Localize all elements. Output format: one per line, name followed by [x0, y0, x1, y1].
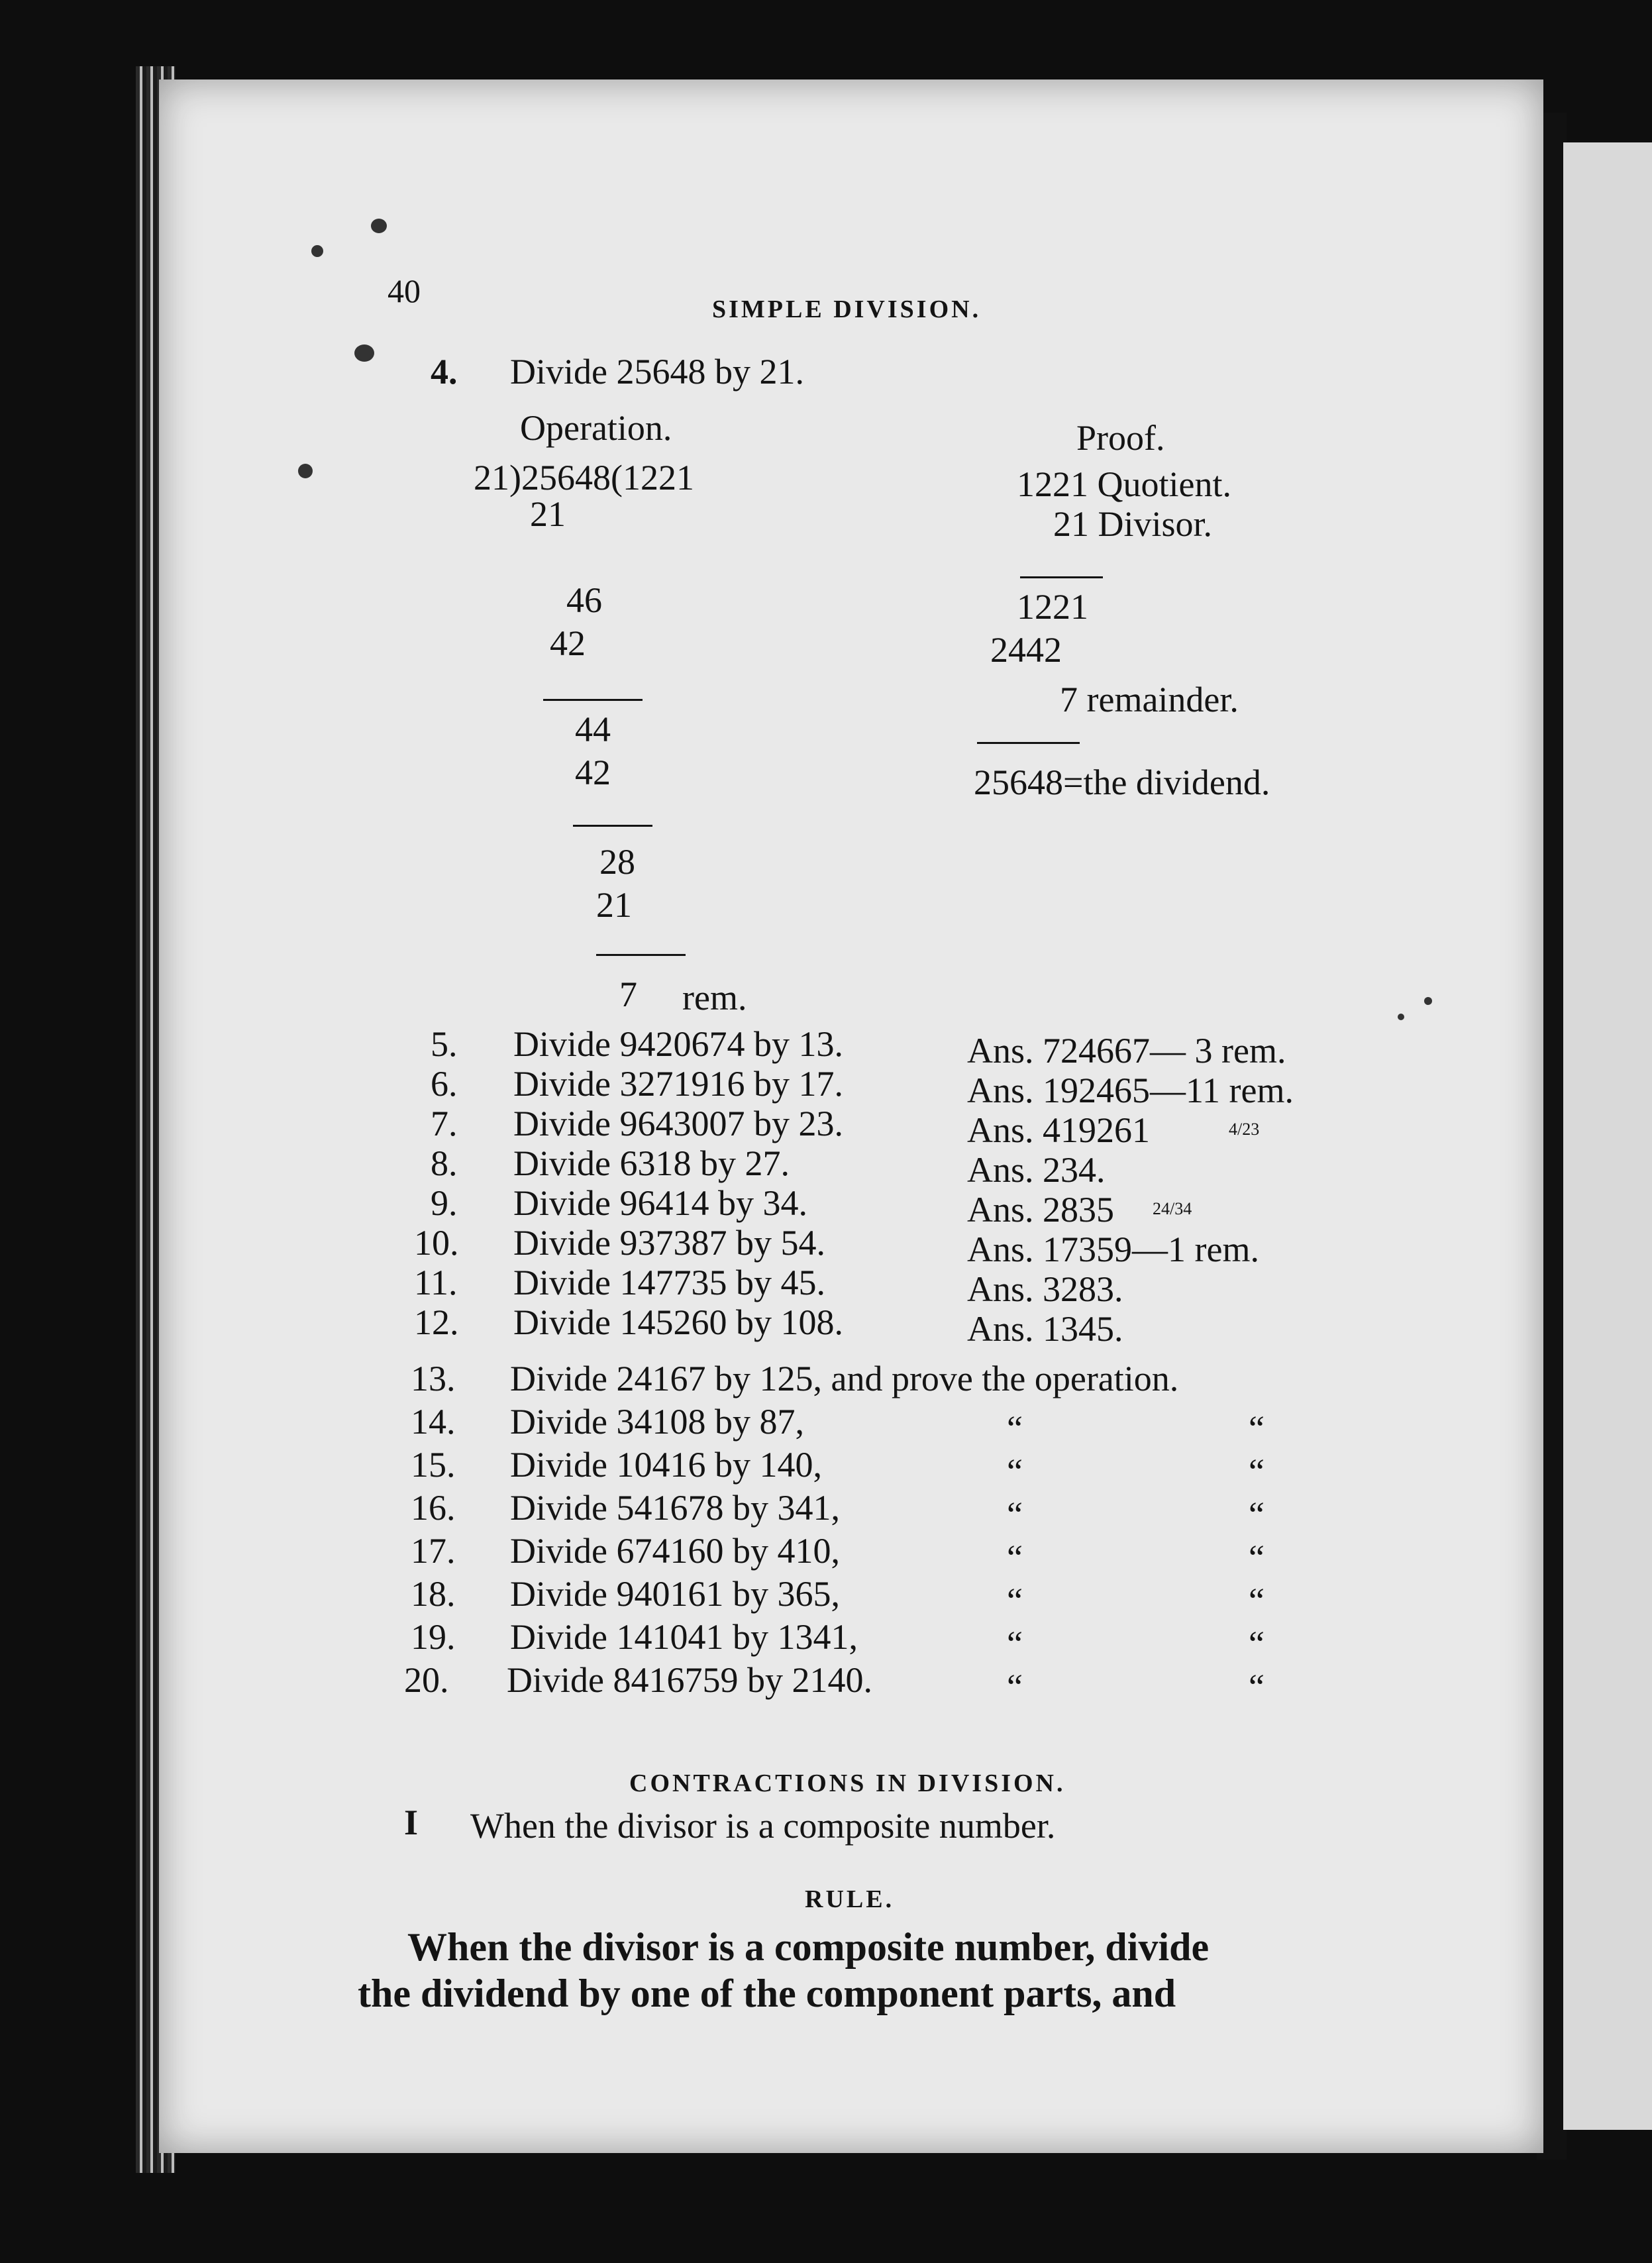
exercise-text: Divide 9643007 by 23. [513, 1104, 843, 1143]
operation-line: 44 [575, 710, 611, 749]
operation-line: 42 [550, 623, 586, 663]
ditto-mark: “ [1007, 1538, 1023, 1577]
rule-text-line: the dividend by one of the component parts, and [358, 1972, 1176, 2015]
exercise-answer: Ans. 234. [967, 1150, 1106, 1190]
exercise-number: 18. [411, 1574, 456, 1614]
facing-page-edge [1563, 142, 1652, 2130]
exercise-number: 20. [404, 1660, 449, 1700]
exercise-text: Divide 9420674 by 13. [513, 1024, 843, 1064]
operation-label: Operation. [520, 408, 672, 448]
exercise-text: Divide 34108 by 87, [510, 1402, 804, 1442]
rem-label: rem. [682, 978, 747, 1018]
exercise-number: 17. [411, 1531, 456, 1571]
ditto-mark: “ [1249, 1581, 1265, 1620]
operation-line: 21 [596, 885, 632, 925]
proof-remainder: 7 remainder. [1060, 680, 1239, 719]
proof-quotient: 1221 Quotient. [1017, 464, 1231, 504]
ink-speck [1398, 1014, 1404, 1020]
exercise-answer: Ans. 419261 [967, 1110, 1151, 1150]
underline-rule [543, 699, 643, 701]
exercise-text: Divide 145260 by 108. [513, 1302, 843, 1342]
exercise-number: 11. [414, 1263, 458, 1302]
example-statement: Divide 25648 by 21. [510, 352, 804, 392]
exercise-number: 10. [414, 1223, 459, 1263]
exercise-number: 15. [411, 1445, 456, 1485]
ditto-mark: “ [1249, 1451, 1265, 1491]
running-title: SIMPLE DIVISION. [712, 295, 982, 323]
exercise-text: Divide 24167 by 125, and prove the operation. [510, 1359, 1179, 1398]
exercise-text: Divide 96414 by 34. [513, 1183, 807, 1223]
underline-rule [596, 954, 686, 956]
ditto-mark: “ [1007, 1408, 1023, 1448]
exercise-answer: Ans. 2835 [967, 1190, 1115, 1230]
ink-speck [1424, 997, 1432, 1005]
underline-rule [573, 825, 652, 827]
exercise-number: 5. [431, 1024, 458, 1064]
ditto-mark: “ [1007, 1451, 1023, 1491]
exercise-text: Divide 937387 by 54. [513, 1223, 825, 1263]
ditto-mark: “ [1007, 1581, 1023, 1620]
ditto-mark: “ [1249, 1667, 1265, 1707]
proof-partial: 1221 [1017, 587, 1088, 627]
exercise-answer: Ans. 3283. [967, 1269, 1123, 1309]
exercise-text: Divide 674160 by 410, [510, 1531, 840, 1571]
example-number: 4. [431, 352, 458, 392]
underline-rule [977, 742, 1080, 744]
exercise-number: 12. [414, 1302, 459, 1342]
section-heading: CONTRACTIONS IN DIVISION. [629, 1769, 1066, 1797]
exercise-text: Divide 10416 by 140, [510, 1445, 822, 1485]
exercise-number: 9. [431, 1183, 458, 1223]
ink-speck [371, 219, 387, 233]
rule-text-line: When the divisor is a composite number, divide [407, 1925, 1210, 1969]
ditto-mark: “ [1007, 1667, 1023, 1707]
ditto-mark: “ [1007, 1624, 1023, 1663]
operation-line: 28 [599, 842, 635, 882]
ditto-mark: “ [1249, 1495, 1265, 1534]
exercise-text: Divide 3271916 by 17. [513, 1064, 843, 1104]
exercise-number: 14. [411, 1402, 456, 1442]
proof-divisor: 21 Divisor. [1053, 504, 1213, 544]
exercise-text: Divide 6318 by 27. [513, 1143, 790, 1183]
exercise-text: Divide 147735 by 45. [513, 1263, 825, 1302]
operation-line: 42 [575, 753, 611, 792]
exercise-number: 16. [411, 1488, 456, 1528]
underline-rule [1020, 576, 1103, 578]
ditto-mark: “ [1007, 1495, 1023, 1534]
section-item-text: When the divisor is a composite number. [470, 1806, 1056, 1846]
proof-label: Proof. [1076, 418, 1165, 458]
exercise-answer: Ans. 1345. [967, 1309, 1123, 1349]
exercise-text: Divide 8416759 by 2140. [507, 1660, 872, 1700]
operation-line: 46 [566, 580, 602, 620]
exercise-answer: Ans. 192465—11 rem. [967, 1071, 1294, 1110]
ink-speck [298, 464, 313, 478]
answer-fraction: 24/34 [1153, 1199, 1192, 1218]
section-item-numeral: I [404, 1803, 419, 1842]
exercise-text: Divide 541678 by 341, [510, 1488, 840, 1528]
page-number: 40 [387, 272, 421, 309]
answer-fraction: 4/23 [1229, 1120, 1260, 1139]
remainder-value: 7 [619, 974, 637, 1014]
ink-speck [354, 344, 374, 362]
exercise-text: Divide 141041 by 1341, [510, 1617, 858, 1657]
operation-line: 21)25648(1221 [474, 458, 694, 498]
exercise-number: 19. [411, 1617, 456, 1657]
exercise-answer: Ans. 17359—1 rem. [967, 1230, 1259, 1269]
ditto-mark: “ [1249, 1408, 1265, 1448]
exercise-text: Divide 940161 by 365, [510, 1574, 840, 1614]
operation-line: 21 [530, 494, 566, 534]
exercise-number: 13. [411, 1359, 456, 1398]
exercise-number: 6. [431, 1064, 458, 1104]
rule-heading: RULE. [805, 1885, 895, 1913]
exercise-number: 8. [431, 1143, 458, 1183]
proof-result: 25648=the dividend. [974, 763, 1270, 802]
ditto-mark: “ [1249, 1538, 1265, 1577]
ditto-mark: “ [1249, 1624, 1265, 1663]
exercise-number: 7. [431, 1104, 458, 1143]
ink-speck [311, 245, 323, 257]
exercise-answer: Ans. 724667— 3 rem. [967, 1031, 1286, 1071]
proof-partial: 2442 [990, 630, 1062, 670]
